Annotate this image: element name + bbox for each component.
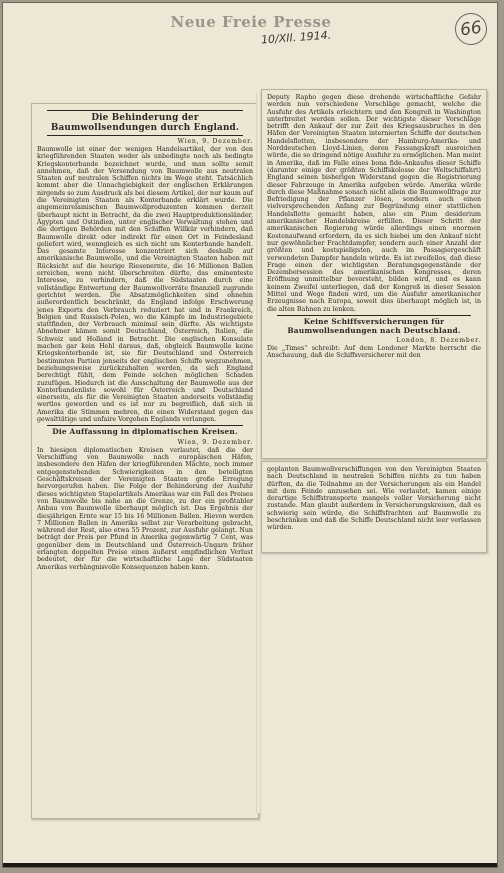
- article-headline: Die Behinderung der Baumwollsendungen durch England.: [50, 113, 240, 133]
- sheet-bottom-edge: [3, 863, 497, 867]
- notice-headline: Keine Schiffsversicherungen für Baumwollsendungen nach Deutschland.: [287, 316, 461, 335]
- headline-rule-top: [47, 110, 243, 111]
- left-clipping: [31, 103, 259, 819]
- headline-rule-bottom: [47, 135, 243, 136]
- newspaper-masthead: Neue Freie Presse: [170, 13, 332, 31]
- notice-paragraph: Die „Times“ schreibt: Auf dem Londoner Markte herrscht die Anschauung, daß die Schiffsversicherer mit den: [267, 345, 481, 360]
- notice-rule: [277, 315, 471, 316]
- archive-sheet: [2, 2, 498, 868]
- right-clipping-top: [261, 89, 487, 459]
- continuation-paragraph: Deputy Rapho gegen diese drohende wirtschaftliche Gefahr werden nun verschiedene Vorschläge gemacht, welche die Ausfuhr des Artikels erleichtern und den Kongreß in Washington unterbreitet werden sollen. Der wichtigste dieser Vorschläge betrifft den Ankauf der zur Zeit des Kriegsausbruches in den Häfen der Vereinigten Staaten internierten Schiffe der deutschen Handelsflotten, insbesondere der Hamburg-Amerika- und Norddeutschen Lloyd-Linien, deren Fassungskraft ausreichen würde, die so dringend nötige Ausfuhr zu ermöglichen. Man meint in Amerika, daß im Falle eines bona fide-Ankaufes dieser Schiffe (darunter einige der größten Schiffskolosse der Weltschiffahrt) England seinen bisherigen Widerstand gegen die Registrierung dieser Fahrzeuge in Amerika aufgeben würde. Amerika würde durch diese Maßnahme sonach nicht allein die Baumwollfrage zur Befriedigung der Pflanzer lösen, sondern auch einen vielversprechenden Anfang zur Begründung einer stattlichen Handelsflotte gemacht haben, also ein Pium desiderium amerikanischer Handelskreise erfüllen. Dieser Schritt der amerikanischen Regierung würde allerdings einen enormen Kostenaufwand erfordern, da es sich hiebei um den Ankauf nicht nur gewöhnlicher Frachtdampfer, sondern auch einer Anzahl der größten und kostspieligsten, auch im Passagiergeschäft verwendeten Dampfer handeln würde. Es ist zweifellos, daß diese Frage einen der wichtigsten Beratungsgegenstände der Dezembersession des amerikanischen Kongresses, deren Eröffnung unmittelbar bevorsteht, bilden wird, und es kann keinem Zweifel unterliegen, daß der Kongreß in dieser Session Mittel und Wege finden wird, um die Ausfuhr amerikanischer Erzeugnisse nach Europa, soweit dies überhaupt möglich ist, in die alten Bahnen zu lenken.: [267, 94, 481, 313]
- notice-continuation-paragraph: geplanten Baumwollverschiffungen von den Vereinigten Staaten nach Deutschland in neutralen Schiffen nichts zu tun haben dürften, da die Teilnahme an der Versicherungen als ein Handel mit dem Feinde anzusehen sei. Wie verlautet, kamen einige derartige Schiffstransporte mangels voller Versicherung nicht zustande. Man glaubt außerdem in Versicherungskreisen, daß es schwierig sein würde, die Schiffsfrachten auf Baumwolle zu beschränken und daß die Schiffe Deutschland nicht leer verlassen würden.: [267, 466, 481, 532]
- right-clipping-bottom: [261, 461, 487, 553]
- handwritten-date: 10/XII. 1914.: [260, 28, 332, 47]
- article-dateline: Wien, 9. Dezember.: [177, 138, 253, 145]
- sub-article-paragraph: In hiesigen diplomatischen Kreisen verlautet, daß die der Verschiffung von Baumwolle nach europäischen Häfen, insbesondere den Häfen der kriegführenden Mächte, noch immer entgegenstehenden Schwierigkeiten in den beteiligten Geschäftskreisen der Vereinigten Staaten große Erregung hervorgerufen haben. Die Folge der Behinderung der Ausfuhr dieses wichtigsten Stapelartikels Amerikas war ein Fall des Preises von Baumwolle bis nahe an die Grenze, zu der ein profitabler Anbau von Baumwolle überhaupt möglich ist. Das Ergebnis der diesjährigen Ernte war 15 bis 16 Millionen Ballen. Hievon werden 7 Millionen Ballen in Amerika selbst zur Verarbeitung gebracht, während der Rest, also etwa 55 Prozent, zur Ausfuhr gelangt. Nun beträgt der Preis per Pfund in Amerika gegenwärtig 7 Cent, was gegenüber dem in Deutschland und Österreich-Ungarn früher erlangten doppelten Preise einen äußerst empfindlichen Verlust bedeutet, der für die wirtschaftliche Lage der Südstaaten Amerikas verhängnisvolle Konsequenzen haben kann.: [37, 446, 253, 571]
- section-divider: [47, 425, 243, 426]
- page-number-circle: 66: [453, 11, 489, 47]
- article-paragraph: Baumwolle ist einer der wenigen Handelsartikel, der von den kriegführenden Staaten weder als unbedingte noch als bedingte Kriegskonterbande bezeichnet wurde, und man sollte somit annehmen, daß der Versendung von Baumwolle aus neutralen Staaten auf neutralen Schiffen nichts im Wege steht. Tatsächlich kommt aber die Unnachgiebigkeit der englischen Erklärungen nirgends so zum Ausdruck als bei diesem Artikel, der nur kaum auf die Vereinigten Staaten als Konterbande erklärt wurde. Die angemeinrelamischen Baumwollproduzenten kommen derzeit überhaupt nicht in Betracht, da die zwei Hauptproduktionsländer, Ägypten und Ostindien, unter englischer Verwaltung stehen und die dortigen Behörden mit den Schiffen Willkür verhindern, daß Baumwolle direkt oder indirekt für einen Ort in Feindesland geliefert wird, wenngleich es sich nicht um Konterbande handelt. Das gesamte Interesse konzentriert sich deshalb auf amerikanische Baumwolle, und die Vereinigten Staaten haben mit Rücksicht auf die heurige Riesenernte, die 16 Millionen Ballen erreichen, wenn nicht überschreiten dürfte, das eminenteste Interesse, zu verhindern, daß die Südstaaten durch eine vollständige Entwertung der Baumwollvorräte finanziell zugrunde gerichtet werden. Die Absatzmöglichkeiten sind ohnehin außerordentlich beschränkt, da England infolge Erschwerung jenes Exports den Verbrauch reduziert hat und in Frankreich, Belgien und Russisch-Polen, wo die Kämpfe im Industriegebiete stattfinden, der Verbrauch minimal sein dürfte. Als wichtigste Abnehmer kämen somit Deutschland, Österreich, Italien, die Schweiz und Holland in Betracht. Die englischen Konsulate machen gar kein Hehl daraus, daß, obgleich Baumwolle keine Kriegskonterbande ist, sie für Deutschland und Österreich bestimmten Partien jenseits der englischen Schiffe wegzunehmen, beziehungsweise zurückzuhalten werden, da sich England berechtigt fühlt, dem Feinde solchen möglichen Schaden zuzufügen. Hiedurch ist die Ausschaltung der Baumwolle aus der Konterbandenliste sowohl für Österreich und Deutschland einerseits, als für die Vereinigten Staaten anderseits vollständig wertlos geworden und es ist nur zu begreiflich, daß sich in Amerika die Stimmen mehren, die einen Widerstand gegen das gewalttätige und unfaire Vorgehen Englands verlangen.: [37, 146, 253, 423]
- notice-dateline: London, 8. Dezember.: [396, 337, 481, 345]
- sub-article-dateline: Wien, 9. Dezember.: [177, 438, 253, 446]
- sub-article-headline: Die Auffassung in diplomatischen Kreisen.: [52, 427, 238, 437]
